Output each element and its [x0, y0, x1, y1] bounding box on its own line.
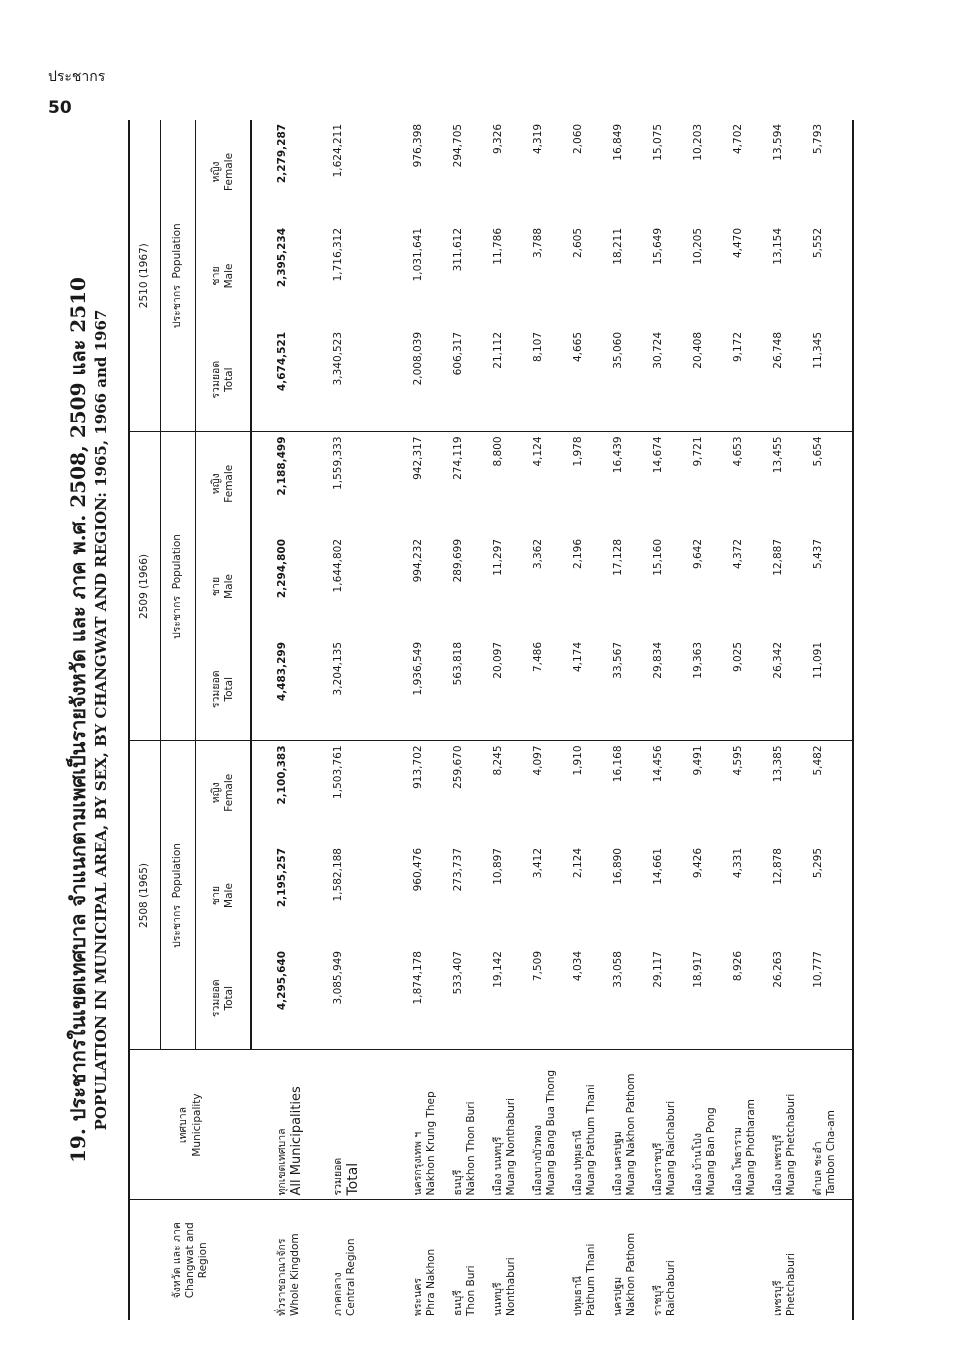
population-value: 9,642	[692, 538, 704, 570]
population-value: 942,317	[412, 436, 424, 480]
thai-label: ตำบล ชะอำ	[812, 1141, 824, 1196]
population-value: 4,372	[732, 538, 744, 570]
population-table	[128, 120, 854, 1320]
english-label: Muang Pathum Thani	[585, 1084, 598, 1196]
header-year-2509: 2509 (1966)	[129, 432, 161, 741]
population-value: 16,168	[612, 745, 624, 783]
population-value: 606,317	[452, 328, 492, 432]
thai-label: นครกรุงเทพ ฯ	[412, 1131, 424, 1196]
english-label: Female	[223, 464, 235, 503]
municipality-cell	[532, 1050, 572, 1200]
english-label: Muang Ban Pong	[705, 1107, 718, 1196]
population-value: 13,455	[772, 436, 784, 474]
population-value: 20,097	[492, 638, 532, 741]
region-cell	[652, 1200, 692, 1320]
region-cell	[412, 1200, 452, 1320]
english-label: All Municipalities	[289, 1086, 305, 1196]
table-title-thai: 19. ประชากรในเขตเทศบาล จำแนกตามเพศเป็นรายจังหวัด และ ภาค พ.ศ. 2508, 2509 และ 2510	[66, 277, 90, 1163]
thai-label: หญิง	[209, 161, 222, 183]
population-value: 2,395,234	[276, 227, 288, 288]
header-total-2510	[196, 328, 252, 432]
population-value: 11,345	[812, 328, 853, 432]
header-municipality	[129, 1050, 251, 1200]
population-value: 3,412	[532, 848, 544, 879]
header-population-2510: ประชากร Population	[161, 120, 196, 432]
region-cell	[572, 1200, 612, 1320]
population-value: 12,887	[772, 538, 784, 576]
thai-label: จังหวัด และ ภาค	[170, 1222, 183, 1299]
population-value: 4,665	[572, 328, 612, 432]
english-label: Muang Raichaburi	[665, 1100, 678, 1196]
population-value: 3,340,523	[332, 328, 388, 432]
population-value: 533,407	[452, 951, 464, 995]
population-value: 9,025	[732, 638, 772, 741]
population-value: 5,552	[812, 224, 853, 328]
population-value: 4,034	[572, 951, 584, 982]
header-female-2509	[196, 432, 252, 535]
table-row	[452, 120, 492, 1320]
population-value: 4,470	[732, 227, 744, 259]
thai-label: รวมยอด	[209, 360, 222, 399]
population-value: 1,978	[572, 436, 584, 467]
population-value: 14,661	[652, 848, 664, 885]
population-value: 26,748	[772, 328, 812, 432]
thai-label: เมือง โพธาราม	[732, 1126, 744, 1196]
population-value: 19,363	[692, 638, 732, 741]
region-cell	[332, 1200, 388, 1320]
thai-label: ราชบุรี	[652, 1285, 664, 1316]
thai-label: เมือง ปทุมธานี	[572, 1130, 584, 1196]
population-value: 976,398	[412, 123, 424, 168]
region-cell	[772, 1200, 812, 1320]
population-value: 11,297	[492, 538, 504, 576]
population-value: 1,936,549	[412, 638, 452, 741]
english-label: Raichaburi	[665, 1260, 678, 1316]
english-label: Nakhon Krung Thep	[425, 1091, 438, 1196]
header-female-2510	[196, 120, 252, 224]
thai-label: หญิง	[209, 782, 222, 804]
thai-label: เมือง เพชรบุรี	[772, 1134, 784, 1196]
municipality-cell	[692, 1050, 732, 1200]
english-label: Muang Nakhon Pathom	[625, 1073, 638, 1196]
population-value: 8,245	[492, 745, 504, 776]
population-value: 29,117	[652, 951, 664, 988]
english-label: Total	[345, 1162, 362, 1196]
population-value: 4,483,299	[276, 638, 332, 741]
population-value: 13,154	[772, 227, 784, 265]
thai-label: หญิง	[209, 473, 222, 495]
municipality-cell	[572, 1050, 612, 1200]
population-value: 17,128	[612, 538, 624, 576]
thai-label: เมืองราชบุรี	[652, 1142, 664, 1196]
table-row	[412, 120, 452, 1320]
english-label: Nakhon Pathom	[625, 1232, 638, 1316]
population-value: 4,653	[732, 436, 744, 467]
population-value: 4,595	[732, 745, 744, 776]
header-male-2509	[196, 535, 252, 638]
header-region	[129, 1200, 251, 1320]
region-cell	[492, 1200, 532, 1320]
header-total-2508	[196, 947, 252, 1050]
english-label: Female	[223, 773, 235, 812]
population-value: 9,721	[692, 436, 704, 467]
population-value: 2,605	[572, 227, 584, 259]
thai-label: เพชรบุรี	[772, 1280, 784, 1316]
population-value: 3,788	[532, 227, 544, 259]
population-value: 11,091	[812, 638, 853, 741]
thai-label: ชาย	[209, 576, 222, 597]
population-value: 289,699	[452, 538, 464, 583]
english-label: Phra Nakhon	[425, 1248, 438, 1316]
population-value: 2,100,383	[276, 745, 288, 805]
english-label: Male	[223, 883, 235, 908]
population-value: 1,624,211	[332, 123, 344, 178]
region-cell	[692, 1200, 732, 1320]
population-value: 4,174	[572, 638, 612, 741]
population-value: 13,385	[772, 745, 784, 783]
population-value: 8,107	[532, 328, 572, 432]
table-row	[812, 120, 853, 1320]
population-value: 35,060	[612, 328, 652, 432]
header-total-2509	[196, 638, 252, 741]
population-value: 33,058	[612, 951, 624, 988]
population-value: 5,437	[812, 535, 853, 638]
municipality-cell	[732, 1050, 772, 1200]
thai-label: พระนคร	[412, 1277, 424, 1316]
english-label: Changwat and Region	[183, 1222, 210, 1299]
thai-label: นนทบุรี	[492, 1282, 504, 1316]
population-value: 4,702	[732, 123, 744, 154]
municipality-cell	[812, 1050, 853, 1200]
population-value: 15,075	[652, 123, 664, 161]
population-value: 4,097	[532, 745, 544, 776]
population-value: 1,644,802	[332, 538, 344, 593]
population-value: 33,567	[612, 638, 652, 741]
municipality-cell	[772, 1050, 812, 1200]
population-value: 8,926	[732, 951, 744, 982]
population-value: 9,326	[492, 123, 504, 154]
english-label: Total	[223, 985, 235, 1011]
population-value: 10,897	[492, 848, 504, 885]
population-value: 7,486	[532, 638, 572, 741]
thai-label: ทั่วราชอาณาจักร	[276, 1238, 288, 1316]
population-value: 15,649	[652, 227, 664, 265]
table-row	[652, 120, 692, 1320]
population-value: 14,456	[652, 745, 664, 783]
thai-label: เมืองบางบัวทอง	[532, 1124, 544, 1196]
thai-label: นครปฐม	[612, 1276, 624, 1316]
population-value: 20,408	[692, 328, 732, 432]
population-value: 2,124	[572, 848, 584, 879]
english-label: Central Region	[345, 1238, 358, 1316]
table-row	[692, 120, 732, 1320]
header-year-2510: 2510 (1967)	[129, 120, 161, 432]
thai-label: ธนบุรี	[452, 1290, 464, 1316]
header-population-2509: ประชากร Population	[161, 432, 196, 741]
english-label: Nakhon Thon Buri	[465, 1101, 478, 1196]
population-value: 294,705	[452, 123, 464, 168]
table-row	[572, 120, 612, 1320]
municipality-cell	[412, 1050, 452, 1200]
thai-label: เมือง นนทบุรี	[492, 1136, 504, 1196]
population-value: 259,670	[452, 745, 464, 789]
thai-label: รวมยอด	[209, 979, 222, 1018]
english-label: Female	[223, 152, 235, 191]
region-cell	[812, 1200, 853, 1320]
thai-label: ภาคกลาง	[332, 1272, 344, 1316]
population-value: 1,910	[572, 745, 584, 776]
english-label: Thon Buri	[465, 1265, 478, 1316]
population-value: 1,559,333	[332, 436, 344, 490]
population-value: 26,263	[772, 951, 784, 988]
table-row	[612, 120, 652, 1320]
population-value: 5,482	[812, 741, 853, 844]
municipality-cell	[276, 1050, 332, 1200]
thai-label: รวมยอด	[209, 670, 222, 709]
population-value: 10,777	[812, 947, 853, 1050]
population-value: 4,319	[532, 123, 544, 154]
table-row	[732, 120, 772, 1320]
population-value: 8,800	[492, 436, 504, 467]
population-value: 4,295,640	[276, 951, 288, 1011]
population-value: 29,834	[652, 638, 692, 741]
municipality-cell	[452, 1050, 492, 1200]
population-value: 311,612	[452, 227, 464, 272]
population-value: 16,439	[612, 436, 624, 474]
population-value: 16,849	[612, 123, 624, 161]
english-label: Male	[223, 574, 235, 599]
population-value: 3,362	[532, 538, 544, 570]
population-value: 12,878	[772, 848, 784, 885]
english-label: Male	[223, 263, 235, 289]
population-value: 5,295	[812, 844, 853, 947]
population-value: 15,160	[652, 538, 664, 576]
population-value: 994,232	[412, 538, 424, 583]
table-row	[772, 120, 812, 1320]
english-label: Tambon Cha-am	[825, 1110, 838, 1196]
header-population-2508: ประชากร Population	[161, 741, 196, 1050]
table-row	[492, 120, 532, 1320]
population-value: 3,204,135	[332, 638, 388, 741]
population-value: 2,008,039	[412, 328, 452, 432]
header-male-2508	[196, 844, 252, 947]
population-value: 2,279,287	[276, 123, 288, 184]
thai-label: ธนบุรี	[452, 1169, 464, 1196]
population-value: 1,874,178	[412, 951, 424, 1005]
population-value: 2,188,499	[276, 436, 288, 496]
population-value: 563,818	[452, 638, 492, 741]
population-value: 30,724	[652, 328, 692, 432]
population-value: 913,702	[412, 745, 424, 789]
page-number: 50	[48, 98, 72, 118]
header-male-2510	[196, 224, 252, 328]
thai-label: เมือง นครปฐม	[612, 1130, 624, 1196]
population-value: 4,674,521	[276, 328, 332, 432]
population-value: 9,491	[692, 745, 704, 776]
municipality-cell	[492, 1050, 532, 1200]
english-label: Muang Nonthaburi	[505, 1098, 518, 1196]
municipality-cell	[652, 1050, 692, 1200]
population-value: 2,196	[572, 538, 584, 570]
english-label: Phetchaburi	[785, 1253, 798, 1316]
population-value: 2,294,800	[276, 538, 288, 599]
population-value: 26,342	[772, 638, 812, 741]
english-label: Total	[223, 367, 235, 392]
thai-label: ชาย	[209, 885, 222, 906]
population-value: 1,503,761	[332, 745, 344, 799]
population-value: 2,060	[572, 123, 584, 154]
thai-label: ทุกเขตเทศบาล	[276, 1128, 288, 1196]
english-label: Nonthaburi	[505, 1257, 518, 1316]
region-cell	[276, 1200, 332, 1320]
population-value: 5,654	[812, 432, 853, 535]
population-value: 3,085,949	[332, 951, 344, 1005]
table-title-english: POPULATION IN MUNICIPAL AREA, BY SEX, BY CHANGWAT AND REGION: 1965, 1966 and 1967	[92, 309, 110, 1131]
table-row	[332, 120, 388, 1320]
thai-label: รวมยอด	[332, 1157, 344, 1196]
population-value: 10,205	[692, 227, 704, 265]
region-cell	[612, 1200, 652, 1320]
population-value: 1,031,641	[412, 227, 424, 282]
population-value: 14,674	[652, 436, 664, 474]
population-value: 1,582,188	[332, 848, 344, 902]
municipality-cell	[332, 1050, 388, 1200]
english-label: Municipality	[190, 1093, 203, 1157]
thai-label: ชาย	[209, 266, 222, 286]
population-value: 13,594	[772, 123, 784, 161]
population-value: 18,211	[612, 227, 624, 265]
rotated-table-page	[62, 120, 922, 1320]
population-value: 21,112	[492, 328, 532, 432]
population-value: 10,203	[692, 123, 704, 161]
municipality-cell	[612, 1050, 652, 1200]
english-label: Muang Bang Bua Thong	[545, 1069, 558, 1196]
population-value: 960,476	[412, 848, 424, 892]
population-value: 19,142	[492, 951, 504, 988]
english-label: Whole Kingdom	[289, 1233, 302, 1316]
population-value: 274,119	[452, 436, 464, 480]
thai-label: เทศบาล	[177, 1106, 190, 1144]
region-cell	[732, 1200, 772, 1320]
region-cell	[452, 1200, 492, 1320]
thai-label: ปทุมธานี	[572, 1276, 584, 1316]
table-row	[532, 120, 572, 1320]
population-value: 4,124	[532, 436, 544, 467]
thai-label: เมือง บ้านโป่ง	[692, 1133, 704, 1196]
population-value: 2,195,257	[276, 848, 288, 908]
population-value: 9,426	[692, 848, 704, 879]
population-value: 11,786	[492, 227, 504, 265]
header-year-2508: 2508 (1965)	[129, 741, 161, 1050]
table-row	[276, 120, 332, 1320]
running-head: ประชากร	[48, 69, 106, 85]
english-label: Total	[223, 676, 235, 702]
population-value: 16,890	[612, 848, 624, 885]
english-label: Pathum Thani	[585, 1243, 598, 1316]
population-value: 5,793	[812, 120, 853, 224]
population-value: 9,172	[732, 328, 772, 432]
header-female-2508	[196, 741, 252, 844]
population-value: 4,331	[732, 848, 744, 879]
english-label: Muang Photharam	[745, 1099, 758, 1196]
region-cell	[532, 1200, 572, 1320]
population-value: 1,716,312	[332, 227, 344, 282]
population-value: 18,917	[692, 951, 704, 988]
population-value: 273,737	[452, 848, 464, 892]
population-value: 7,509	[532, 951, 544, 982]
english-label: Muang Phetchaburi	[785, 1093, 798, 1196]
